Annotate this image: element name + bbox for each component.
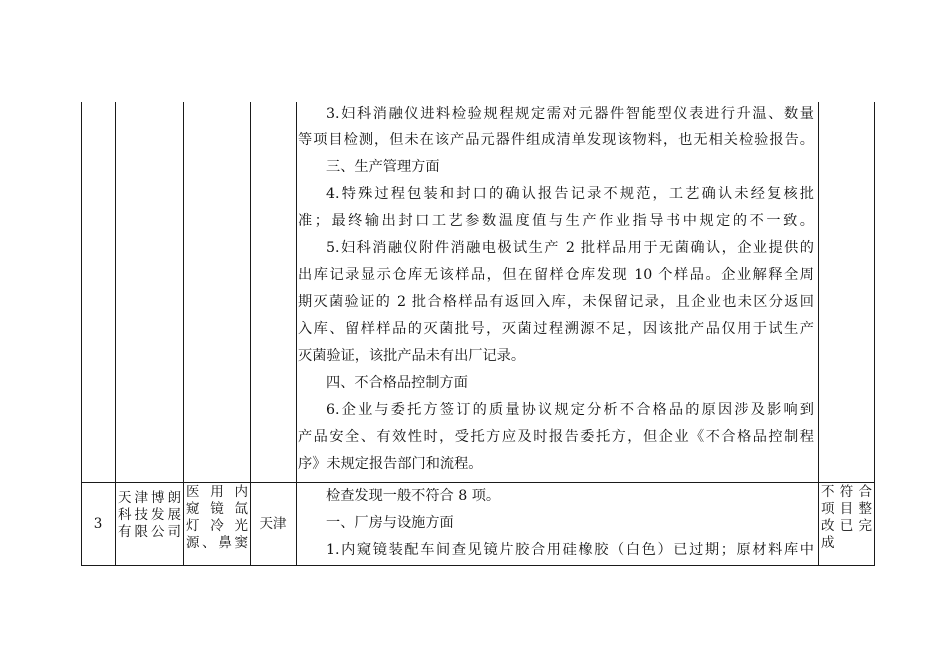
finding-summary: 检查发现一般不符合 8 项。 [326,488,501,504]
section-heading: 三、生产管理方面 [326,159,440,175]
finding-line: 出库记录显示仓库无该样品，但在留样仓库发现 10 个样品。企业解释全周 [298,267,814,283]
finding-line: 产品安全、有效性时，受托方应及时报告委托方，但企业《不合格品控制程 [298,429,814,445]
product-cell [186,484,248,552]
col-line-1 [81,102,82,566]
finding-line: 6.企业与委托方签订的质量协议规定分析不合格品的原因涉及影响到 [326,402,814,418]
status-line: 不符合 [821,484,872,500]
col-line-2 [115,102,116,566]
finding-line: 入库、留样样品的灭菌批号，灭菌过程溯源不足，因该批产品仅用于试生产 [298,321,814,337]
findings-continuation [296,102,818,482]
finding-line: 灭菌验证，该批产品未有出厂记录。 [298,348,526,364]
product-line: 医 用 内 [186,484,248,500]
status-line: 成 [821,535,835,551]
product-line: 窥 镜 氙 [186,501,248,517]
col-line-3 [183,102,184,566]
finding-line: 等项目检测，但未在该产品元器件组成清单发现该物料，也无相关检验报告。 [298,132,814,148]
finding-line: 5.妇科消融仪附件消融电极试生产 2 批样品用于无菌确认，企业提供的 [326,240,814,256]
finding-line: 3.妇科消融仪进料检验规程规定需对元器件智能型仪表进行升温、数量 [326,106,814,122]
table-bottom-border [81,565,875,566]
company-line: 科技发展 [118,507,181,523]
col-line-7 [874,102,875,566]
company-cell [118,490,181,541]
col-line-6 [818,102,819,566]
col-line-4 [250,102,251,566]
status-cell [821,484,872,552]
product-line: 源、鼻窦 [186,535,248,551]
status-line: 改已完 [821,518,872,534]
finding-line: 准；最终输出封口工艺参数温度值与生产作业指导书中规定的不一致。 [298,213,814,229]
finding-line: 序》未规定报告部门和流程。 [298,456,483,472]
row-number: 3 [93,516,103,532]
finding-line: 1.内窥镜装配车间查见镜片胶合用硅橡胶（白色）已过期；原材料库中 [326,542,814,558]
company-line: 有限公司 [118,524,181,540]
region-cell: 天津 [259,516,287,532]
section-heading: 一、厂房与设施方面 [326,515,454,531]
status-line: 项目整 [821,501,872,517]
company-line: 天津博朗 [118,490,181,506]
findings-cell [296,482,818,565]
section-heading: 四、不合格品控制方面 [326,375,468,391]
finding-line: 4.特殊过程包装和封口的确认报告记录不规范，工艺确认未经复核批 [326,186,814,202]
finding-line: 期灭菌验证的 2 批合格样品有返回入库，未保留记录，且企业也未区分返回 [298,294,814,310]
product-line: 灯 冷 光 [186,518,248,534]
